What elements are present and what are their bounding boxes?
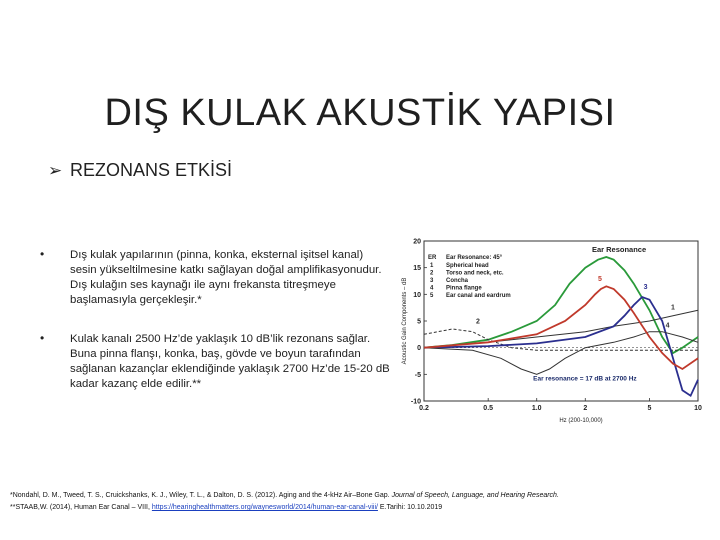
legend-item-num: 3 <box>430 278 434 284</box>
bullet-text-2: Kulak kanalı 2500 Hz’de yaklaşık 10 dB’lik rezonans sağlar. Buna pinna flanşı, konka, baş, gövde ve boyun tarafından sağlanan kazançlar eklendiğinde yaklaşık 2700 Hz’de 15-20 dB kadar kazanç elde edilir.** <box>70 333 390 390</box>
x-tick-label: 0.5 <box>483 405 494 412</box>
ear-resonance-chart <box>398 233 706 428</box>
legend-item-label: Concha <box>446 278 469 284</box>
subtitle-text: REZONANS ETKİSİ <box>70 160 233 180</box>
legend-item-num: 4 <box>430 285 434 292</box>
slide-title: DIŞ KULAK AKUSTİK YAPISI <box>104 92 616 134</box>
y-tick-label: 5 <box>417 318 421 326</box>
bullet-list <box>40 248 390 416</box>
legend-item-num: 2 <box>430 270 434 277</box>
footnote-1-journal: Journal of Speech, Language, and Hearing Research. <box>391 492 559 499</box>
legend-item-label: Ear canal and eardrum <box>446 293 511 299</box>
bullet-dot-icon: • <box>40 247 45 261</box>
y-tick-label: 15 <box>413 265 421 273</box>
legend-item-num: 1 <box>430 263 434 269</box>
y-tick-label: 10 <box>413 291 421 299</box>
bullet-dot-icon: • <box>40 331 45 345</box>
x-tick-label: 5 <box>647 405 652 412</box>
curve-label-2: 2 <box>475 318 480 326</box>
footnote-2-text: **STAAB,W. (2014), Human Ear Canal – VIII, <box>10 504 150 511</box>
y-tick-label: 20 <box>413 238 421 246</box>
footnote-2-date: E.Tarihi: 10.10.2019 <box>379 504 443 511</box>
subtitle <box>48 160 232 181</box>
chart-annotation: Ear resonance = 17 dB at 2700 Hz <box>533 375 637 383</box>
legend-item-label: Spherical head <box>446 263 489 269</box>
footnotes <box>10 490 715 514</box>
legend-header-title: Ear Resonance: 45° <box>446 255 503 261</box>
legend-item-label: Pinna flange <box>446 285 482 292</box>
curve-label-1: 1 <box>670 304 675 312</box>
x-tick-label: 2 <box>583 405 588 412</box>
y-tick-label: -5 <box>414 371 421 379</box>
x-tick-label: 0.2 <box>419 405 429 412</box>
arrow-bullet-icon: ➢ <box>48 161 63 180</box>
bullet-item-1 <box>40 248 390 308</box>
legend-header-er: ER <box>428 255 437 261</box>
y-tick-label: 0 <box>417 345 421 353</box>
footnote-1 <box>10 490 715 502</box>
footnote-2-link[interactable]: https://hearinghealthmatters.org/waynesworld/2014/human-ear-canal-viii/ <box>151 504 378 511</box>
bullet-text-1: Dış kulak yapılarının (pinna, konka, eksternal işitsel kanal) sesin yükseltilmesine katkı sağlayan doğal amplifikasyonudur. Dış kulağın ses kaynağı ile aynı frekansta titreşmeye başlamasıyla gerçekleşir.* <box>70 249 382 306</box>
bullet-item-2 <box>40 332 390 392</box>
x-tick-label: 10 <box>694 405 702 412</box>
x-axis-label: Hz (200-10,000) <box>559 418 603 424</box>
curve-label-4: 4 <box>665 322 670 330</box>
footnote-1-text: *Nondahl, D. M., Tweed, T. S., Cruickshanks, K. J., Wiley, T. L., & Dalton, D. S. (2012). Aging and the 4-kHz Air–Bone Gap. <box>10 492 390 499</box>
curve-label-5: 5 <box>598 276 602 283</box>
chart-title: Ear Resonance <box>591 245 647 254</box>
footnote-2 <box>10 502 715 514</box>
curve-label-3: 3 <box>643 284 648 291</box>
legend-item-label: Torso and neck, etc. <box>446 270 504 277</box>
y-axis-label: Acoustic Gain Components – dB <box>402 277 408 365</box>
y-tick-label: -10 <box>410 398 421 406</box>
legend-item-num: 5 <box>430 293 434 299</box>
x-tick-label: 1.0 <box>531 405 542 412</box>
